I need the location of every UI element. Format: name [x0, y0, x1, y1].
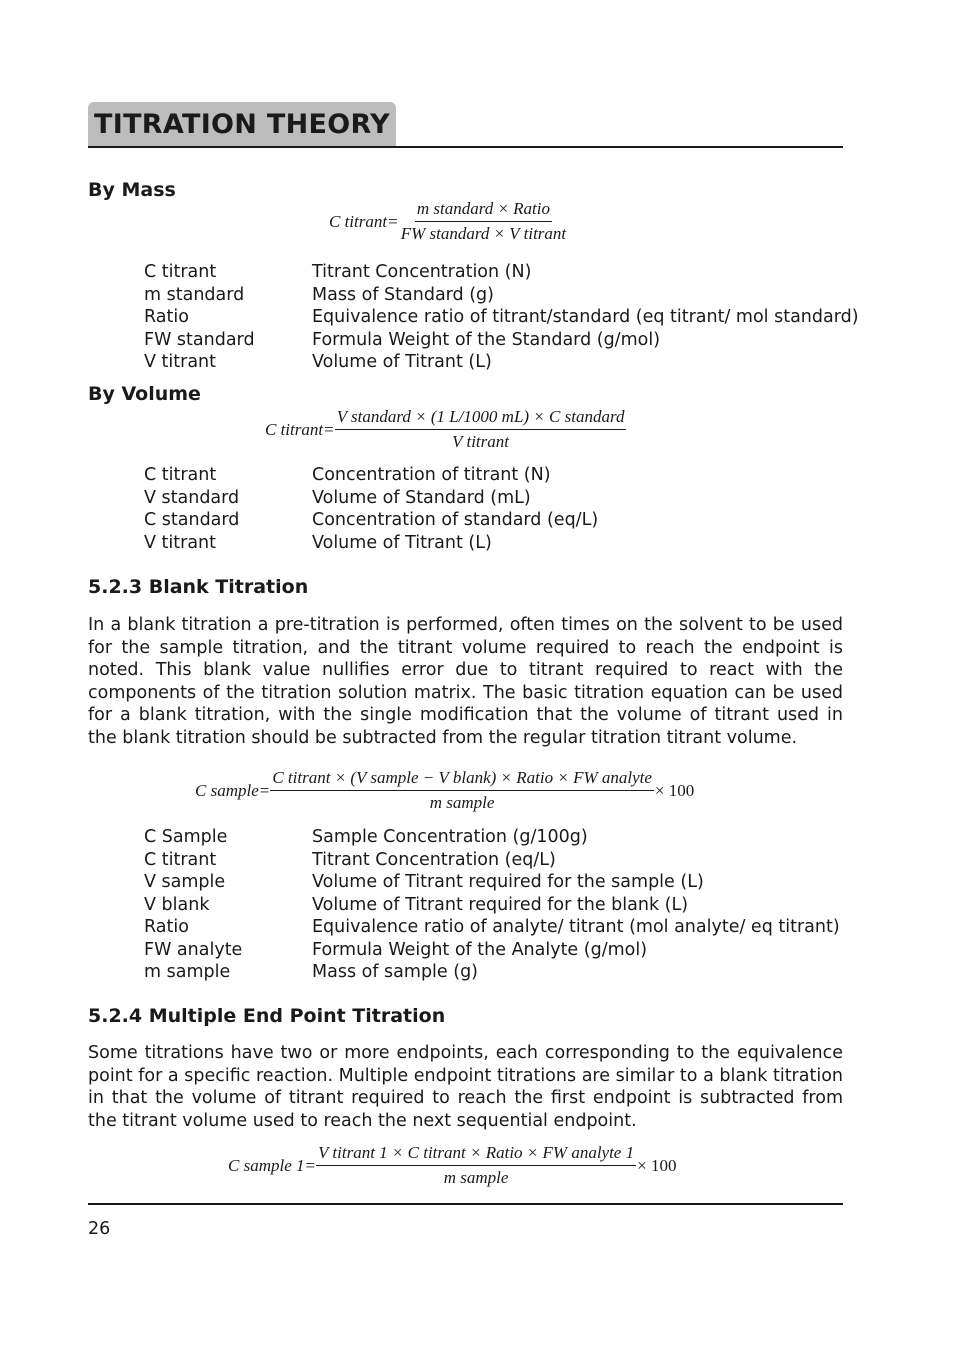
definition-row: V titrant Volume of Titrant (L) — [144, 352, 492, 372]
formula-denominator: V titrant — [452, 432, 509, 451]
definition-row: V blank Volume of Titrant required for the blank (L) — [144, 894, 689, 915]
blank-titration-definitions — [144, 826, 840, 984]
definition-row: m standard Mass of Standard (g) — [144, 284, 494, 305]
definition-row: Ratio Equivalence ratio of titrant/standard (eq titrant/ mol standard) — [144, 307, 859, 327]
formula-lhs: C titrant — [265, 419, 324, 439]
by-volume-formula: C titrant = $\frac{\text{V standard × (1 L/1000 mL) × C standard}}{\text{V titrant}}$ — [265, 407, 625, 451]
formula-denominator: FW standard × V titrant — [400, 224, 567, 243]
formula-lhs: C titrant — [329, 211, 388, 231]
formula-denominator: m sample — [443, 1168, 509, 1187]
formula-numerator: m standard × Ratio — [415, 199, 552, 222]
page-number: 26 — [88, 1219, 111, 1239]
blank-titration-paragraph: In a blank titration a pre-titration is performed, often times on the solvent to be used for the sample titration, and the titrant volume required to reach the endpoint is noted. This blank value nullifies error due to titrant required to react with the components of the titration solution matrix. The basic titration equation can be used for a blank titration, with the single modification that the volume of titrant used in the blank titration should be subtracted from the regular titration titrant volume. — [88, 615, 843, 748]
footer-rule — [88, 1203, 843, 1205]
blank-titration-formula: C sample = $\frac{\text{C titrant × (V sample − V blank) × Ratio × FW analyte}}{\text{m sample}}$ × 100 — [195, 768, 695, 812]
multiple-endpoint-heading: 5.2.4 Multiple End Point Titration — [88, 1005, 446, 1027]
definition-row: V titrant Volume of Titrant (L) — [144, 532, 492, 553]
formula-fraction — [335, 407, 627, 452]
blank-titration-heading: 5.2.3 Blank Titration — [88, 576, 309, 598]
by-mass-heading: By Mass — [88, 179, 176, 201]
definition-row: C standard Concentration of standard (eq/L) — [144, 510, 599, 530]
multiple-endpoint-paragraph: Some titrations have two or more endpoints, each corresponding to the equivalence point for a specific reaction. Multiple endpoint titrations are similar to a blank titration in that the volume of titrant required to reach the first endpoint is subtracted from the titrant volume used to reach the next sequential endpoint. — [88, 1043, 843, 1131]
formula-fraction — [270, 768, 654, 813]
by-mass-formula: C titrant = $\frac{\text{m standard × Ratio}}{\text{FW standard × V titrant}}$ — [329, 199, 567, 243]
formula-fraction — [399, 199, 568, 244]
definition-row: FW standard Formula Weight of the Standard (g/mol) — [144, 329, 661, 350]
definition-row: C titrant Concentration of titrant (N) — [144, 465, 551, 485]
formula-lhs: C sample 1 — [228, 1155, 305, 1175]
formula-numerator: C titrant × (V sample − V blank) × Ratio × FW analyte — [270, 768, 654, 791]
formula-numerator: V standard × (1 L/1000 mL) × C standard — [335, 407, 627, 430]
by-volume-definitions — [144, 464, 598, 554]
definition-row: V sample Volume of Titrant required for the sample (L) — [144, 872, 704, 892]
title-rule — [88, 146, 843, 148]
definition-row: C titrant Titrant Concentration (eq/L) — [144, 849, 556, 870]
formula-multiplier: × 100 — [637, 1155, 677, 1175]
definition-row: FW analyte Formula Weight of the Analyte (g/mol) — [144, 939, 648, 960]
page-title: TITRATION THEORY — [94, 109, 390, 140]
formula-fraction — [316, 1143, 636, 1188]
formula-lhs: C sample — [195, 780, 259, 800]
definition-row: V standard Volume of Standard (mL) — [144, 487, 531, 508]
formula-denominator: m sample — [429, 793, 495, 812]
definition-row: C titrant Titrant Concentration (N) — [144, 262, 532, 282]
by-mass-definitions — [144, 261, 859, 374]
formula-multiplier: × 100 — [654, 780, 695, 800]
definition-row: Ratio Equivalence ratio of analyte/ titrant (mol analyte/ eq titrant) — [144, 917, 840, 937]
definition-row: m sample Mass of sample (g) — [144, 962, 479, 982]
formula-numerator: V titrant 1 × C titrant × Ratio × FW analyte 1 — [316, 1143, 636, 1166]
multiple-endpoint-formula: C sample 1 = $\frac{\text{V titrant 1 × C titrant × Ratio × FW analyte 1}}{\text{m sample}}$ × 100 — [228, 1143, 677, 1187]
section-title-box — [88, 102, 396, 146]
by-volume-heading: By Volume — [88, 383, 201, 405]
definition-row: C Sample Sample Concentration (g/100g) — [144, 827, 588, 847]
